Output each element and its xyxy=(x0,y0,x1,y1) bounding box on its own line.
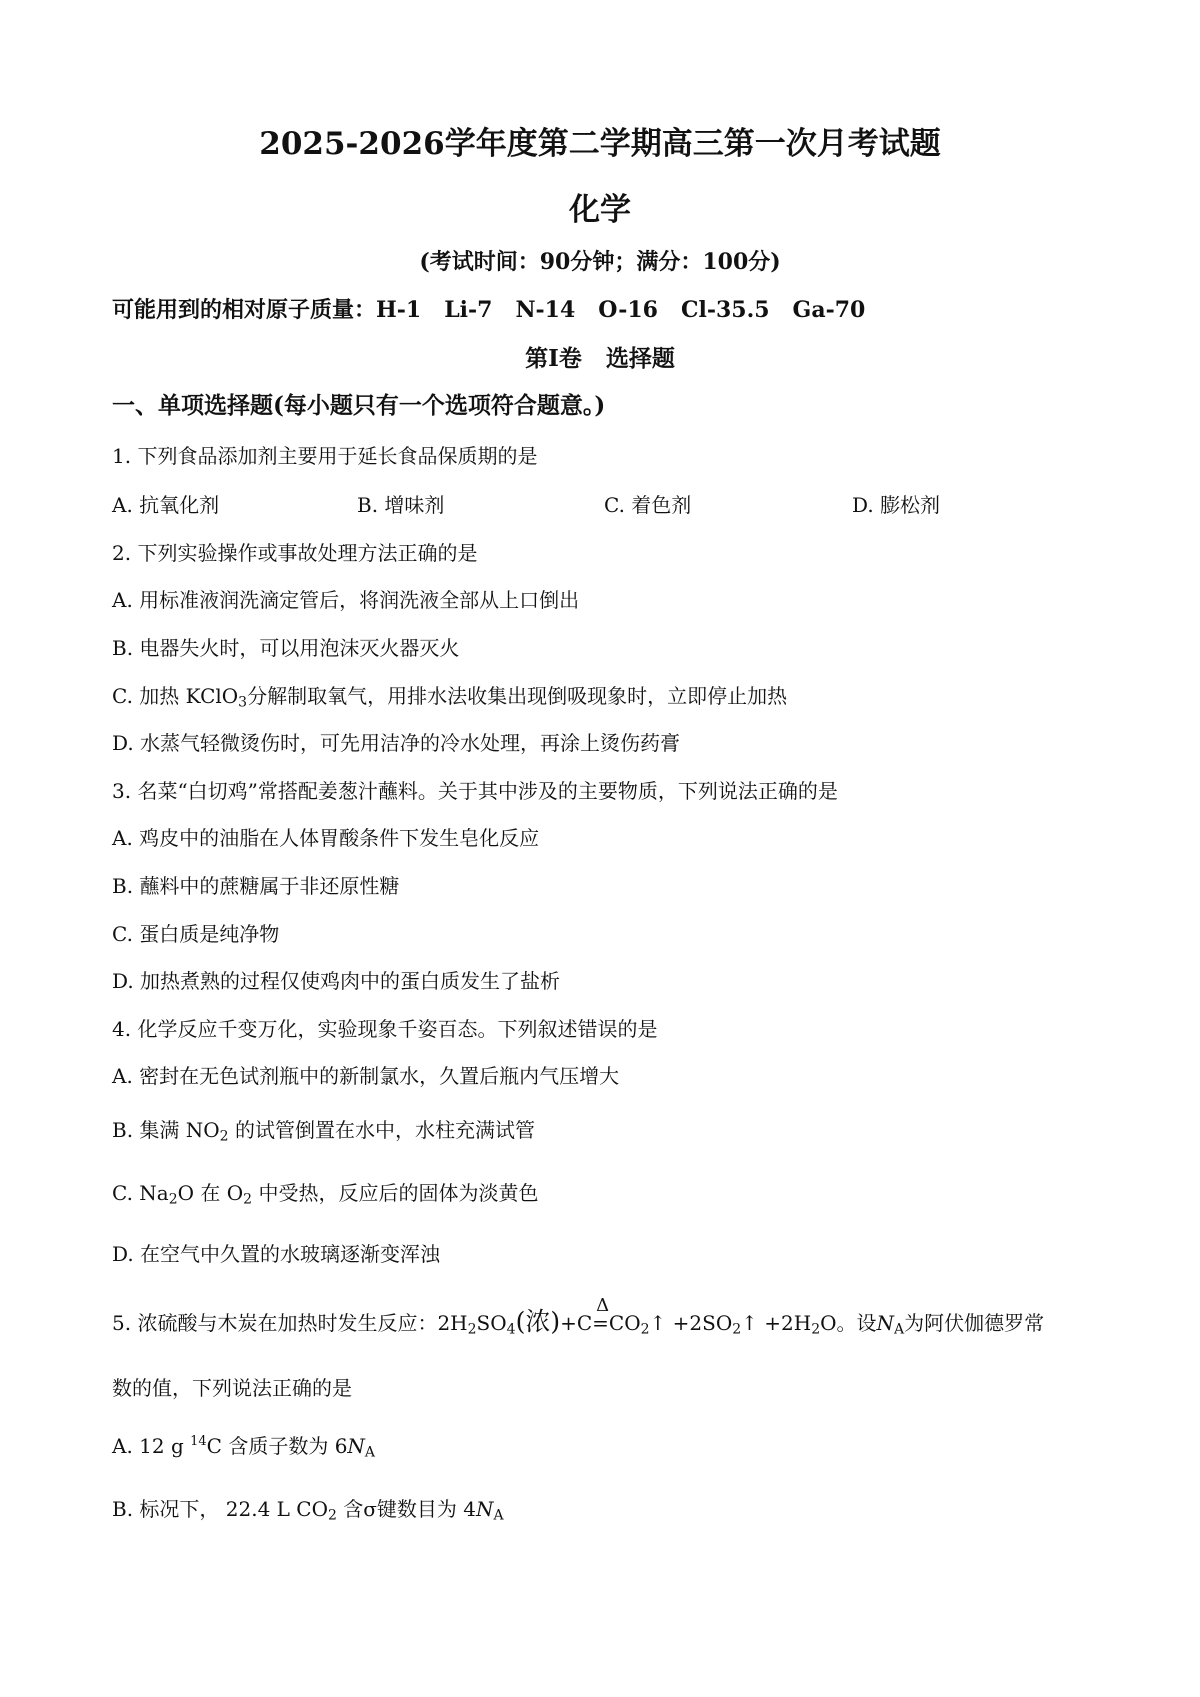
question-5-stem-line-2: 数的值，下列说法正确的是 xyxy=(112,1376,352,1400)
question-5-option-b: B. 标况下， 22.4 L $CO_2$ 含σ键数目为 $4N_A$ xyxy=(112,1497,504,1524)
question-1-option-c: C. 着色剂 xyxy=(604,493,692,517)
question-3-option-a: A. 鸡皮中的油脂在人体胃酸条件下发生皂化反应 xyxy=(112,826,540,850)
question-4-option-b: B. 集满 $NO_2$ 的试管倒置在水中，水柱充满试管 xyxy=(112,1118,535,1145)
question-1-option-a: A. 抗氧化剂 xyxy=(112,493,220,517)
reaction-equation: $2H_2SO_4$(浓)+C Δ $=CO_2↑$ $+2SO_2↑ +2H_2O$ xyxy=(437,1295,837,1338)
question-3-option-d: D. 加热煮熟的过程仅使鸡肉中的蛋白质发生了盐析 xyxy=(112,969,561,993)
question-4-option-a: A. 密封在无色试剂瓶中的新制氯水，久置后瓶内气压增大 xyxy=(112,1064,620,1088)
question-1-option-b: B. 增味剂 xyxy=(357,493,445,517)
question-2-option-a: A. 用标准液润洗滴定管后，将润洗液全部从上口倒出 xyxy=(112,588,580,612)
exam-title: 2025-2026学年度第二学期高三第一次月考试题 xyxy=(259,126,941,162)
question-5-stem: 5. 浓硫酸与木炭在加热时发生反应：$2H_2SO_4$(浓)+C Δ $=CO_2↑$ $+2SO_2↑ +2H_2O$。设$N_A$为阿伏伽德罗常 xyxy=(112,1295,1045,1338)
subject-title: 化学 xyxy=(569,192,631,228)
exam-info: (考试时间：90分钟；满分：100分) xyxy=(419,249,781,275)
question-1-stem: 1. 下列食品添加剂主要用于延长食品保质期的是 xyxy=(112,444,538,468)
atomic-masses: 可能用到的相对原子质量：H-1 Li-7 N-14 O-16 Cl-35.5 Ga-70 xyxy=(112,297,866,323)
question-3-stem: 3. 名菜“白切鸡”常搭配姜葱汁蘸料。关于其中涉及的主要物质，下列说法正确的是 xyxy=(112,779,838,803)
question-4-option-d: D. 在空气中久置的水玻璃逐渐变浑浊 xyxy=(112,1242,441,1266)
question-2-option-d: D. 水蒸气轻微烫伤时，可先用洁净的冷水处理，再涂上烫伤药膏 xyxy=(112,731,681,755)
paper-title: 第Ⅰ卷 选择题 xyxy=(525,345,675,372)
question-2-option-c: C. 加热 KClO$_3$分解制取氧气，用排水法收集出现倒吸现象时，立即停止加热 xyxy=(112,684,788,711)
question-4-stem: 4. 化学反应千变万化，实验现象千姿百态。下列叙述错误的是 xyxy=(112,1017,658,1041)
question-5-option-a: A. 12 g $^{14}$C 含质子数为 $6N_A$ xyxy=(112,1434,376,1461)
section-title: 一、单项选择题(每小题只有一个选项符合题意。) xyxy=(112,392,606,419)
question-2-stem: 2. 下列实验操作或事故处理方法正确的是 xyxy=(112,541,478,565)
question-3-option-c: C. 蛋白质是纯净物 xyxy=(112,922,280,946)
question-4-option-c: C. $Na_2O$ 在 $O_2$ 中受热，反应后的固体为淡黄色 xyxy=(112,1181,539,1208)
question-3-option-b: B. 蘸料中的蔗糖属于非还原性糖 xyxy=(112,874,400,898)
question-2-option-b: B. 电器失火时，可以用泡沫灭火器灭火 xyxy=(112,636,460,660)
question-1-option-d: D. 膨松剂 xyxy=(852,493,941,517)
